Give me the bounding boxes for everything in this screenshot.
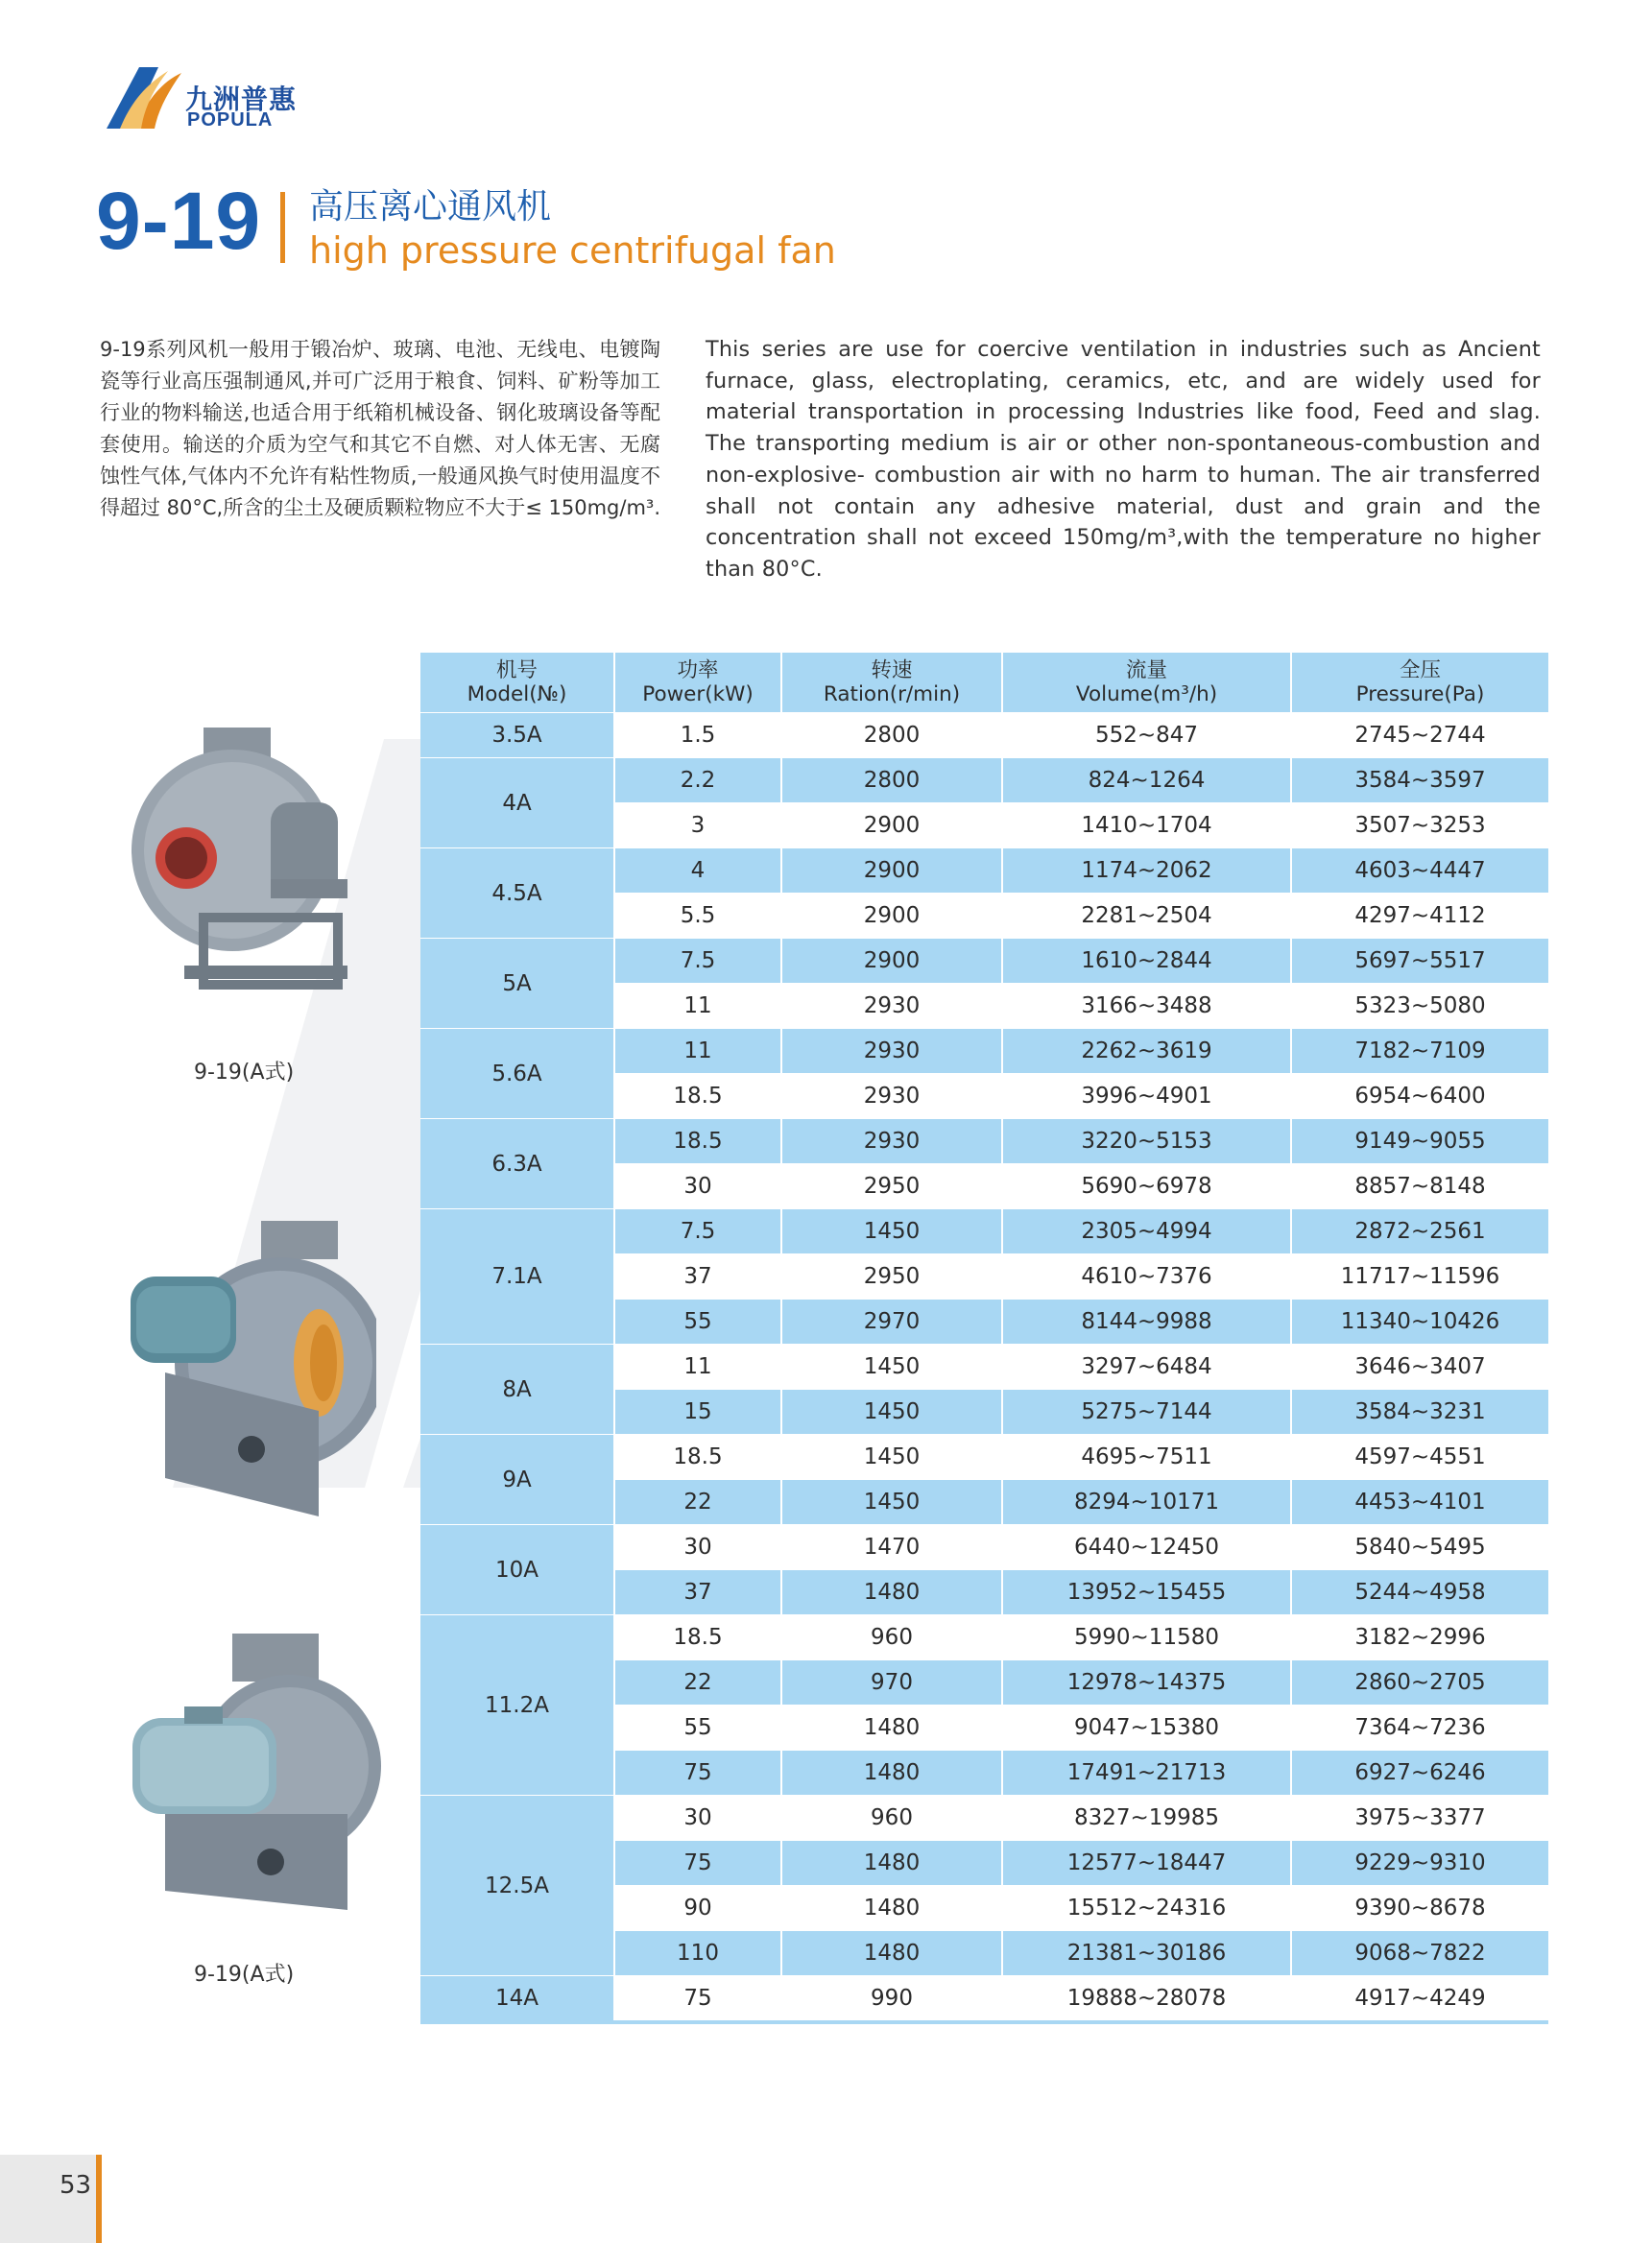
cell-volume: 824~1264 bbox=[1002, 758, 1291, 803]
cell-power: 37 bbox=[614, 1570, 781, 1615]
cell-power: 7.5 bbox=[614, 939, 781, 984]
cell-power: 90 bbox=[614, 1886, 781, 1931]
cell-pressure: 11717~11596 bbox=[1291, 1254, 1548, 1300]
cell-volume: 8327~19985 bbox=[1002, 1796, 1291, 1841]
cell-power: 11 bbox=[614, 1029, 781, 1074]
table-row bbox=[420, 939, 1548, 984]
cell-volume: 21381~30186 bbox=[1002, 1931, 1291, 1976]
cell-volume: 5275~7144 bbox=[1002, 1390, 1291, 1435]
cell-pressure: 5244~4958 bbox=[1291, 1570, 1548, 1615]
cell-power: 18.5 bbox=[614, 1615, 781, 1660]
table-row bbox=[420, 1525, 1548, 1570]
cell-power: 30 bbox=[614, 1796, 781, 1841]
intro-text-en: This series are use for coercive ventilation in industries such as Ancient furnace, glass, electroplating, ceramics, etc, and are widely used for material transportation in processing Industries like food, Feed and slag. The transporting medium is air or other non-spontaneous-combustion and non-explosive- combustion air with no harm to human. The air transferred shall not contain any adhesive material, dust and grain and the concentration shall not exceed 150mg/m³,with the temperature no higher than 80°C. bbox=[706, 337, 1541, 582]
cell-volume: 2281~2504 bbox=[1002, 894, 1291, 939]
fan-caption-top: 9-19(A式) bbox=[194, 1061, 295, 1085]
table-row bbox=[420, 1345, 1548, 1390]
cell-volume: 8294~10171 bbox=[1002, 1480, 1291, 1525]
brand-logo bbox=[101, 60, 331, 136]
cell-power: 2.2 bbox=[614, 758, 781, 803]
cell-volume: 19888~28078 bbox=[1002, 1976, 1291, 2023]
cell-rotation: 1480 bbox=[781, 1706, 1002, 1751]
cell-power: 3 bbox=[614, 803, 781, 848]
cell-rotation: 1450 bbox=[781, 1390, 1002, 1435]
table-row bbox=[420, 758, 1548, 803]
cell-rotation: 2800 bbox=[781, 713, 1002, 758]
cell-volume: 3220~5153 bbox=[1002, 1119, 1291, 1164]
cell-pressure: 5697~5517 bbox=[1291, 939, 1548, 984]
cell-pressure: 4917~4249 bbox=[1291, 1976, 1548, 2023]
cell-volume: 13952~15455 bbox=[1002, 1570, 1291, 1615]
fan-product-image-2 bbox=[127, 1219, 376, 1526]
cell-volume: 552~847 bbox=[1002, 713, 1291, 758]
cell-rotation: 990 bbox=[781, 1976, 1002, 2023]
cell-pressure: 2872~2561 bbox=[1291, 1209, 1548, 1254]
cell-volume: 9047~15380 bbox=[1002, 1706, 1291, 1751]
table-row bbox=[420, 1119, 1548, 1164]
cell-power: 22 bbox=[614, 1660, 781, 1706]
cell-volume: 8144~9988 bbox=[1002, 1300, 1291, 1345]
cell-power: 75 bbox=[614, 1976, 781, 2023]
cell-model: 6.3A bbox=[420, 1119, 614, 1209]
cell-model: 7.1A bbox=[420, 1209, 614, 1345]
cell-volume: 1410~1704 bbox=[1002, 803, 1291, 848]
cell-rotation: 1450 bbox=[781, 1480, 1002, 1525]
cell-rotation: 2970 bbox=[781, 1300, 1002, 1345]
cell-power: 75 bbox=[614, 1841, 781, 1886]
cell-volume: 12577~18447 bbox=[1002, 1841, 1291, 1886]
table-row bbox=[420, 1615, 1548, 1660]
cell-pressure: 9068~7822 bbox=[1291, 1931, 1548, 1976]
cell-power: 18.5 bbox=[614, 1435, 781, 1480]
cell-rotation: 2930 bbox=[781, 1119, 1002, 1164]
cell-model: 5.6A bbox=[420, 1029, 614, 1119]
cell-model: 14A bbox=[420, 1976, 614, 2023]
cell-power: 110 bbox=[614, 1931, 781, 1976]
cell-model: 4A bbox=[420, 758, 614, 848]
cell-power: 75 bbox=[614, 1751, 781, 1796]
cell-rotation: 2900 bbox=[781, 848, 1002, 894]
cell-pressure: 3507~3253 bbox=[1291, 803, 1548, 848]
cell-volume: 17491~21713 bbox=[1002, 1751, 1291, 1796]
cell-rotation: 2950 bbox=[781, 1164, 1002, 1209]
cell-rotation: 960 bbox=[781, 1615, 1002, 1660]
cell-rotation: 1450 bbox=[781, 1435, 1002, 1480]
cell-pressure: 4297~4112 bbox=[1291, 894, 1548, 939]
cell-pressure: 11340~10426 bbox=[1291, 1300, 1548, 1345]
table-row bbox=[420, 1796, 1548, 1841]
cell-pressure: 3182~2996 bbox=[1291, 1615, 1548, 1660]
intro-text-cn: 9-19系列风机一般用于锻冶炉、玻璃、电池、无线电、电镀陶瓷等行业高压强制通风,并可广泛用于粮食、饲料、矿粉等加工行业的物料输送,也适合用于纸箱机械设备、钢化玻璃设备等配套使用。输送的介质为空气和其它不自燃、对人体无害、无腐蚀性气体,气体内不允许有粘性物质,一般通风换气时使用温度不得超过 80°C,所含的尘土及硬质颗粒物应不大于≤ 150mg/m³. bbox=[100, 338, 660, 519]
cell-rotation: 1480 bbox=[781, 1931, 1002, 1976]
cell-power: 11 bbox=[614, 984, 781, 1029]
cell-volume: 12978~14375 bbox=[1002, 1660, 1291, 1706]
fan-caption-bottom: 9-19(A式) bbox=[194, 1963, 295, 1987]
cell-pressure: 7364~7236 bbox=[1291, 1706, 1548, 1751]
cell-pressure: 6927~6246 bbox=[1291, 1751, 1548, 1796]
cell-volume: 3166~3488 bbox=[1002, 984, 1291, 1029]
cell-rotation: 2930 bbox=[781, 1074, 1002, 1119]
cell-power: 11 bbox=[614, 1345, 781, 1390]
logo-icon bbox=[101, 63, 183, 132]
cell-volume: 15512~24316 bbox=[1002, 1886, 1291, 1931]
cell-model: 11.2A bbox=[420, 1615, 614, 1796]
cell-pressure: 4597~4551 bbox=[1291, 1435, 1548, 1480]
cell-volume: 4695~7511 bbox=[1002, 1435, 1291, 1480]
cell-pressure: 5840~5495 bbox=[1291, 1525, 1548, 1570]
table-row bbox=[420, 713, 1548, 758]
table-row bbox=[420, 1209, 1548, 1254]
cell-model: 8A bbox=[420, 1345, 614, 1435]
cell-rotation: 2900 bbox=[781, 894, 1002, 939]
table-row bbox=[420, 1029, 1548, 1074]
page-number-accent bbox=[96, 2155, 102, 2243]
cell-rotation: 1470 bbox=[781, 1525, 1002, 1570]
cell-rotation: 1480 bbox=[781, 1886, 1002, 1931]
spec-table-container bbox=[420, 653, 1548, 2024]
cell-pressure: 2860~2705 bbox=[1291, 1660, 1548, 1706]
cell-rotation: 1480 bbox=[781, 1841, 1002, 1886]
brand-name-en: POPULA bbox=[187, 109, 274, 131]
cell-pressure: 3646~3407 bbox=[1291, 1345, 1548, 1390]
cell-model: 12.5A bbox=[420, 1796, 614, 1976]
cell-rotation: 2930 bbox=[781, 984, 1002, 1029]
cell-power: 5.5 bbox=[614, 894, 781, 939]
cell-volume: 1610~2844 bbox=[1002, 939, 1291, 984]
brand-name-cn: 九洲普惠 bbox=[185, 84, 298, 115]
title-divider bbox=[280, 192, 285, 263]
cell-pressure: 3584~3231 bbox=[1291, 1390, 1548, 1435]
table-row bbox=[420, 848, 1548, 894]
page-title-en: high pressure centrifugal fan bbox=[309, 229, 836, 272]
col-header-pressure: 全压 Pressure(Pa) bbox=[1291, 653, 1548, 713]
cell-volume: 5990~11580 bbox=[1002, 1615, 1291, 1660]
cell-rotation: 1480 bbox=[781, 1751, 1002, 1796]
cell-pressure: 3584~3597 bbox=[1291, 758, 1548, 803]
table-row bbox=[420, 1976, 1548, 2023]
cell-volume: 4610~7376 bbox=[1002, 1254, 1291, 1300]
cell-rotation: 2900 bbox=[781, 803, 1002, 848]
cell-pressure: 7182~7109 bbox=[1291, 1029, 1548, 1074]
cell-power: 30 bbox=[614, 1164, 781, 1209]
spec-table bbox=[420, 653, 1548, 2024]
col-header-rotation: 转速 Ration(r/min) bbox=[781, 653, 1002, 713]
cell-rotation: 1480 bbox=[781, 1570, 1002, 1615]
spec-table-body bbox=[420, 713, 1548, 2023]
page-number: 53 bbox=[60, 2171, 92, 2200]
cell-pressure: 5323~5080 bbox=[1291, 984, 1548, 1029]
cell-volume: 6440~12450 bbox=[1002, 1525, 1291, 1570]
cell-rotation: 1450 bbox=[781, 1209, 1002, 1254]
col-header-volume: 流量 Volume(m³/h) bbox=[1002, 653, 1291, 713]
table-row bbox=[420, 1435, 1548, 1480]
fan-product-image-1 bbox=[127, 726, 357, 994]
cell-power: 1.5 bbox=[614, 713, 781, 758]
cell-power: 15 bbox=[614, 1390, 781, 1435]
page-title-cn: 高压离心通风机 bbox=[309, 187, 552, 227]
cell-pressure: 3975~3377 bbox=[1291, 1796, 1548, 1841]
cell-model: 10A bbox=[420, 1525, 614, 1615]
cell-pressure: 4603~4447 bbox=[1291, 848, 1548, 894]
cell-power: 30 bbox=[614, 1525, 781, 1570]
cell-power: 18.5 bbox=[614, 1074, 781, 1119]
cell-rotation: 970 bbox=[781, 1660, 1002, 1706]
cell-pressure: 9229~9310 bbox=[1291, 1841, 1548, 1886]
cell-volume: 2262~3619 bbox=[1002, 1029, 1291, 1074]
col-header-power: 功率 Power(kW) bbox=[614, 653, 781, 713]
cell-pressure: 6954~6400 bbox=[1291, 1074, 1548, 1119]
page-title-model-code: 9-19 bbox=[96, 176, 262, 266]
col-header-model: 机号 Model(№) bbox=[420, 653, 614, 713]
cell-power: 4 bbox=[614, 848, 781, 894]
cell-rotation: 1450 bbox=[781, 1345, 1002, 1390]
cell-volume: 3996~4901 bbox=[1002, 1074, 1291, 1119]
cell-volume: 3297~6484 bbox=[1002, 1345, 1291, 1390]
fan-product-image-3 bbox=[127, 1632, 386, 1920]
cell-power: 18.5 bbox=[614, 1119, 781, 1164]
cell-rotation: 960 bbox=[781, 1796, 1002, 1841]
cell-rotation: 2900 bbox=[781, 939, 1002, 984]
cell-volume: 2305~4994 bbox=[1002, 1209, 1291, 1254]
cell-pressure: 2745~2744 bbox=[1291, 713, 1548, 758]
cell-model: 4.5A bbox=[420, 848, 614, 939]
cell-power: 55 bbox=[614, 1300, 781, 1345]
cell-power: 37 bbox=[614, 1254, 781, 1300]
cell-rotation: 2930 bbox=[781, 1029, 1002, 1074]
cell-power: 7.5 bbox=[614, 1209, 781, 1254]
cell-volume: 1174~2062 bbox=[1002, 848, 1291, 894]
cell-volume: 5690~6978 bbox=[1002, 1164, 1291, 1209]
cell-power: 22 bbox=[614, 1480, 781, 1525]
cell-model: 5A bbox=[420, 939, 614, 1029]
table-header-row bbox=[420, 653, 1548, 713]
cell-pressure: 4453~4101 bbox=[1291, 1480, 1548, 1525]
cell-pressure: 9390~8678 bbox=[1291, 1886, 1548, 1931]
cell-rotation: 2800 bbox=[781, 758, 1002, 803]
cell-pressure: 9149~9055 bbox=[1291, 1119, 1548, 1164]
cell-rotation: 2950 bbox=[781, 1254, 1002, 1300]
cell-model: 9A bbox=[420, 1435, 614, 1525]
cell-power: 55 bbox=[614, 1706, 781, 1751]
cell-model: 3.5A bbox=[420, 713, 614, 758]
cell-pressure: 8857~8148 bbox=[1291, 1164, 1548, 1209]
